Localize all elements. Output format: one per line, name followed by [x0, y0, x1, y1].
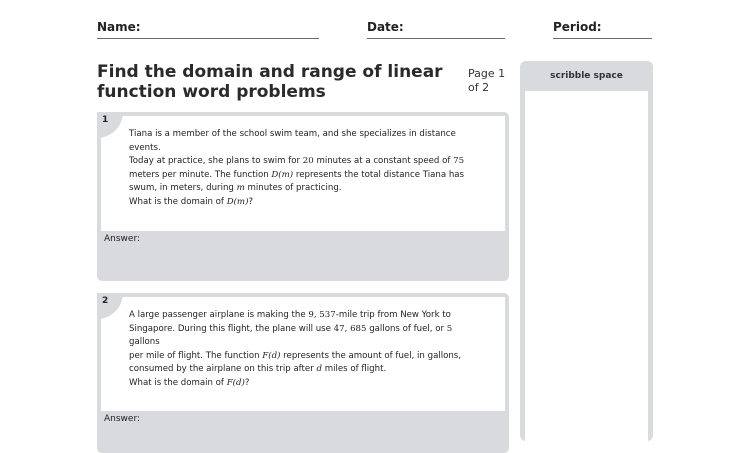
math-function: F(d): [226, 377, 245, 388]
text-run: swum, in meters, during: [129, 183, 237, 194]
problem-card-1: [97, 112, 509, 281]
text-run: miles of flight.: [321, 364, 387, 375]
text-run: minutes at a constant speed of: [313, 156, 454, 167]
question-area-1: [101, 116, 505, 231]
math-function: D(m): [271, 169, 294, 180]
question-line: [129, 363, 479, 377]
text-run: gallons of fuel, or: [366, 323, 447, 334]
math-variable: d: [316, 364, 322, 375]
math-value: 20: [302, 156, 314, 167]
scribble-title: scribble space: [550, 71, 623, 81]
text-run: Today at practice, she plans to swim for: [129, 156, 303, 167]
page-indicator-line2: of 2: [468, 81, 490, 94]
question-area-2: [101, 297, 505, 411]
text-run: Singapore. During this flight, the plane will use: [129, 323, 334, 334]
scribble-panel: [520, 61, 653, 441]
question-line: [129, 309, 479, 323]
problem-card-2: [97, 293, 509, 453]
question-line: [129, 169, 479, 183]
date-label: Date:: [367, 20, 404, 34]
answer-label-1: Answer:: [104, 234, 141, 244]
question-text-1: [129, 128, 479, 210]
text-run: What is the domain of: [129, 377, 227, 388]
question-line: [129, 377, 479, 391]
math-variable: m: [236, 183, 245, 194]
text-run: meters per minute. The function: [129, 169, 272, 180]
text-run: consumed by the airplane on this trip after: [129, 364, 317, 375]
question-line: [129, 196, 479, 210]
answer-area-1[interactable]: [101, 231, 505, 277]
worksheet-title: Find the domain and range of linear function word problems: [97, 62, 443, 102]
period-label: Period:: [553, 20, 602, 34]
name-label: Name:: [97, 20, 141, 34]
problem-number-2: 2: [102, 296, 109, 306]
math-value: 9, 537: [308, 310, 336, 320]
scribble-area[interactable]: [525, 91, 648, 441]
text-run: minutes of practicing.: [244, 183, 342, 194]
answer-area-2[interactable]: [101, 411, 505, 449]
question-line: [129, 182, 479, 196]
text-run: ?: [244, 377, 250, 388]
math-value: 47, 685: [333, 323, 367, 334]
question-line: [129, 323, 479, 350]
math-function: F(d): [262, 350, 281, 361]
period-line[interactable]: [553, 38, 652, 39]
text-run: gallons: [129, 337, 160, 348]
answer-label-2: Answer:: [104, 414, 141, 424]
name-line[interactable]: [97, 38, 319, 39]
text-run: ?: [248, 196, 253, 207]
text-run: A large passenger airplane is making the: [129, 310, 309, 320]
text-run: -mile trip from New York to: [335, 310, 451, 320]
page-indicator-line1: Page 1: [468, 67, 506, 80]
text-run: Tiana is a member of the school swim team, and she specializes in distance events.: [129, 129, 456, 153]
text-run: What is the domain of: [129, 196, 227, 207]
text-run: per mile of flight. The function: [129, 350, 263, 361]
math-value: 75: [453, 156, 465, 167]
question-line: [129, 128, 479, 155]
question-line: [129, 155, 479, 169]
problem-number-1: 1: [102, 115, 109, 125]
text-run: represents the total distance Tiana has: [293, 169, 465, 180]
question-line: [129, 350, 479, 364]
math-function: D(m): [226, 196, 249, 207]
question-text-2: [129, 309, 479, 391]
date-line[interactable]: [367, 38, 505, 39]
text-run: represents the amount of fuel, in gallons,: [280, 350, 462, 361]
page-indicator: [468, 67, 505, 95]
math-value: 5: [446, 323, 453, 334]
